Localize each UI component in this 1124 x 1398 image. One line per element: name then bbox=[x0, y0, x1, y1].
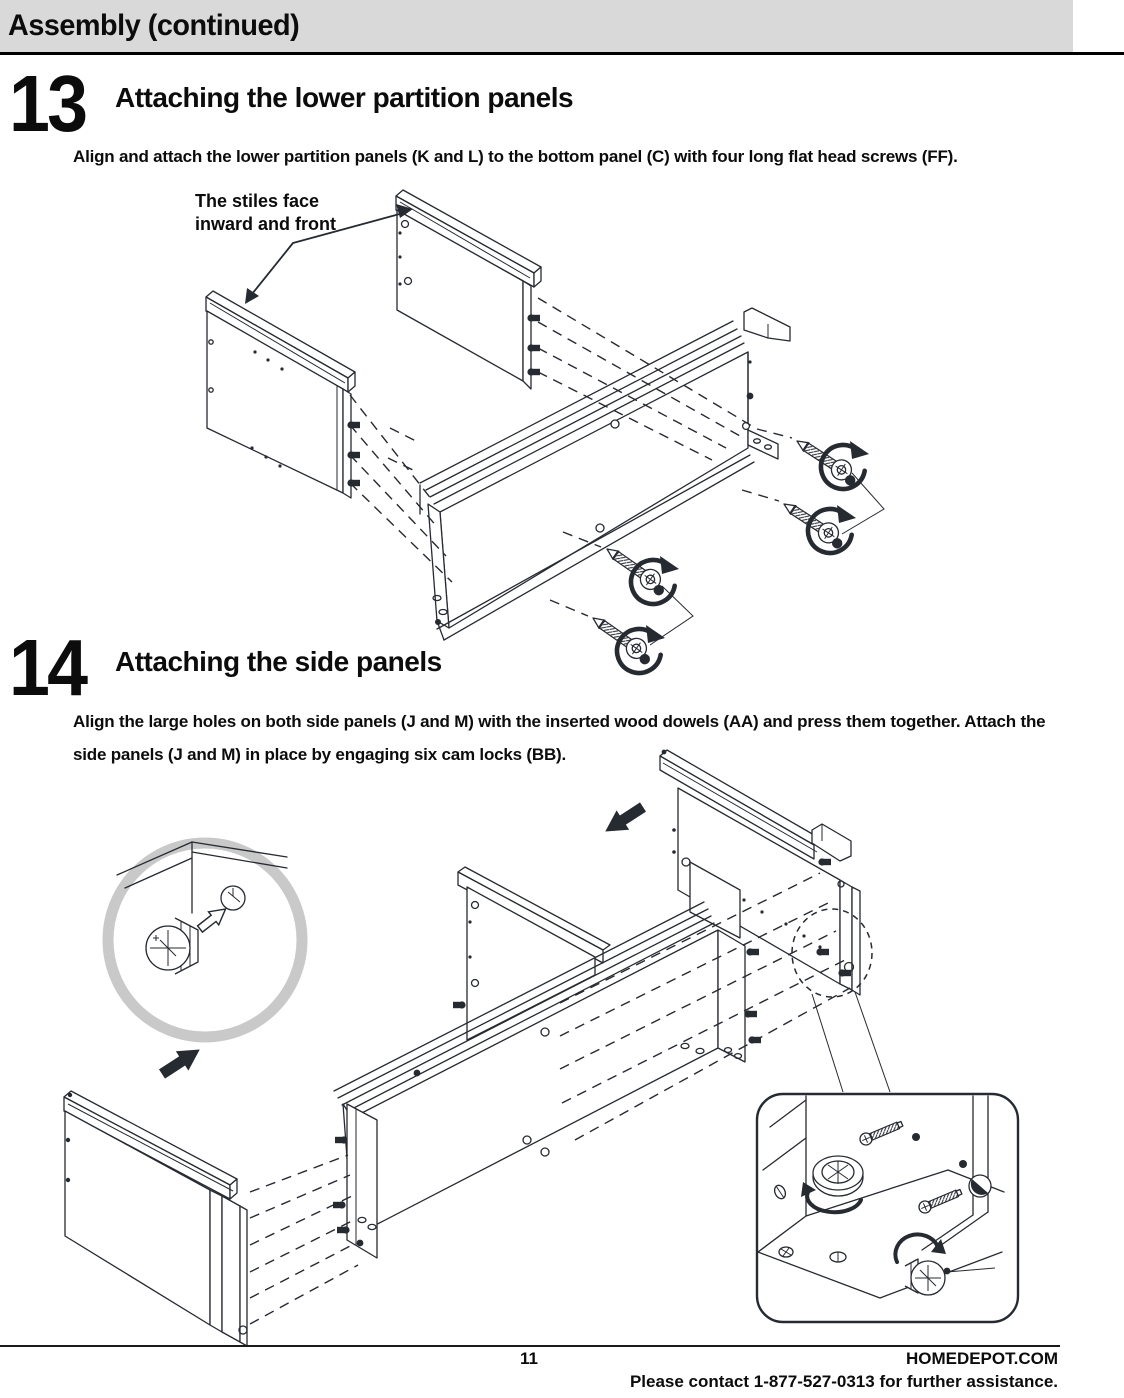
page-title: Assembly (continued) bbox=[8, 9, 300, 42]
side-panel-j bbox=[64, 1091, 247, 1346]
step-13-title: Attaching the lower partition panels bbox=[115, 82, 574, 113]
step-13-body: Align and attach the lower partition panels (K and L) to the bottom panel (C) with four long flat head screws (FF). bbox=[73, 147, 958, 166]
screw-bracket-lines bbox=[650, 473, 884, 645]
footer-rule bbox=[0, 1345, 1060, 1347]
step-13-number: 13 bbox=[9, 59, 86, 148]
footer-contact: Please contact 1-877-527-0313 for further assistance. bbox=[629, 1372, 1058, 1391]
partition-panel-l bbox=[396, 190, 541, 389]
cabinet-assembly bbox=[333, 862, 761, 1258]
alignment-dashes-j bbox=[250, 1155, 358, 1324]
footer-page-number: 11 bbox=[520, 1349, 538, 1368]
footer-website: HOMEDEPOT.COM bbox=[905, 1349, 1058, 1368]
partition-panel-k bbox=[206, 291, 360, 498]
step-14-diagram bbox=[0, 745, 1124, 1345]
cam-lock-detail-box bbox=[757, 1094, 1018, 1322]
stiles-annotation-line2: inward and front bbox=[195, 214, 336, 234]
step-13-diagram bbox=[0, 175, 1124, 675]
left-partition-edge bbox=[347, 1104, 377, 1258]
header-rule bbox=[0, 52, 1124, 55]
step-14-title: Attaching the side panels bbox=[115, 646, 442, 677]
bottom-panel-c bbox=[420, 308, 790, 640]
stiles-annotation-line1: The stiles face bbox=[195, 191, 320, 211]
cam-lock-inset bbox=[108, 842, 302, 1037]
step-14-body: Align the large holes on both side panels (J and M) with the inserted wood dowels (AA) and press them together. Attach the side panels (J and M) in place by engaging six cam locks (BB). bbox=[73, 712, 1046, 764]
stiles-annotation bbox=[195, 190, 336, 236]
step-14-number: 14 bbox=[9, 623, 86, 712]
